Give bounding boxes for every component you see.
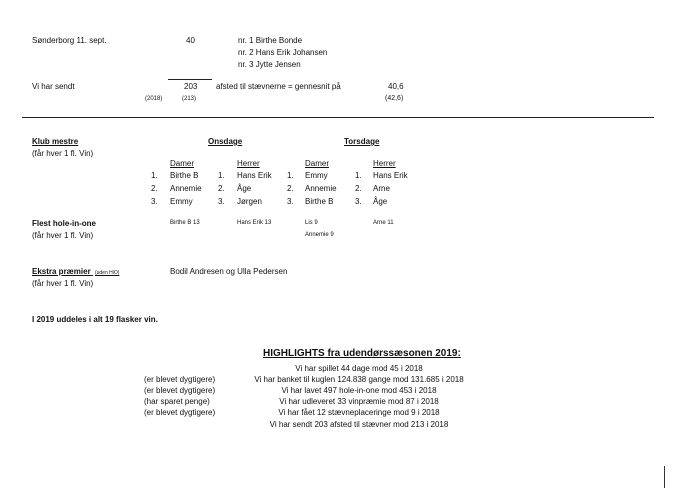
rank-number: 2.	[355, 184, 362, 193]
prev-average: (42,6)	[385, 95, 404, 102]
rank-number: 2.	[218, 184, 225, 193]
rank-number: 3.	[151, 197, 158, 206]
hio-title: Flest hole-in-one	[32, 219, 96, 228]
highlight-line-4: Vi har udleveret 33 vinpræmie mod 87 i 2018	[279, 397, 439, 406]
rank-number: 1.	[355, 171, 362, 180]
highlight-line-1: Vi har spillet 44 dage mod 45 i 2018	[295, 364, 423, 373]
hio-tor-damer-2: Annemie 9	[305, 232, 334, 238]
tor-herrer-1: Hans Erik	[373, 171, 408, 180]
club-champions-title: Klub mestre	[32, 137, 79, 146]
tor-damer-1: Emmy	[305, 171, 328, 180]
hio-tor-damer: Lis 9	[305, 220, 318, 226]
sent-value: 203	[184, 82, 198, 91]
tor-damer-header: Damer	[305, 159, 330, 168]
highlight-line-2: Vi har banket til kuglen 124.838 gange mod 131.685 i 2018	[254, 375, 464, 384]
hio-sub: (får hver 1 fl. Vin)	[32, 231, 94, 240]
rank-number: 3.	[287, 197, 294, 206]
prev-year: (2018)	[145, 96, 163, 102]
onsdage-header: Onsdage	[208, 137, 243, 146]
sum-line	[168, 79, 212, 80]
hio-ons-herrer: Hans Erik 13	[237, 220, 272, 226]
highlights-title: HIGHLIGHTS fra udendørssæsonen 2019:	[263, 348, 461, 359]
winner-1: nr. 1 Birthe Bonde	[238, 36, 303, 45]
participant-count: 40	[186, 36, 195, 45]
highlight-line-6: Vi har sendt 203 afsted til stævner mod 213 i 2018	[269, 420, 449, 429]
ons-herrer-3: Jørgen	[237, 197, 262, 206]
rank-number: 3.	[355, 197, 362, 206]
rank-number: 1.	[218, 171, 225, 180]
ons-damer-header: Damer	[170, 159, 195, 168]
tor-herrer-header: Herrer	[373, 159, 396, 168]
sent-text: afsted til stævnerne = gennesnit på	[216, 82, 341, 91]
wine-note: I 2019 uddeles i alt 19 flasker vin.	[32, 315, 158, 324]
rank-number: 1.	[151, 171, 158, 180]
prev-sent: (213)	[182, 96, 197, 102]
tor-damer-3: Birthe B	[305, 197, 334, 206]
extra-prizes-note: (uden HiO)	[94, 270, 120, 276]
sent-label: Vi har sendt	[32, 82, 75, 91]
winner-2: nr. 2 Hans Erik Johansen	[238, 48, 328, 57]
club-champions-sub: (får hver 1 fl. Vin)	[32, 149, 94, 158]
highlight-note-5: (er blevet dygtigere)	[144, 408, 216, 417]
rank-number: 2.	[151, 184, 158, 193]
extra-prizes-names: Bodil Andresen og Ulla Pedersen	[170, 267, 288, 276]
ons-herrer-1: Hans Erik	[237, 171, 272, 180]
winner-3: nr. 3 Jytte Jensen	[238, 60, 301, 69]
tor-damer-2: Annemie	[305, 184, 337, 193]
rank-number: 1.	[287, 171, 294, 180]
ons-damer-3: Emmy	[170, 197, 193, 206]
highlight-line-3: Vi har lavet 497 hole-in-one mod 453 i 2018	[281, 386, 437, 395]
rank-number: 2.	[287, 184, 294, 193]
highlight-note-3: (er blevet dygtigere)	[144, 386, 216, 395]
average-value: 40,6	[388, 82, 404, 91]
tor-herrer-3: Åge	[373, 197, 388, 206]
torsdage-header: Torsdage	[344, 137, 380, 146]
place-date: Sønderborg 11. sept.	[32, 36, 107, 45]
section-divider	[22, 117, 654, 118]
extra-prizes-sub: (får hver 1 fl. Vin)	[32, 279, 94, 288]
highlight-note-4: (har sparet penge)	[144, 397, 210, 406]
ons-herrer-2: Åge	[237, 184, 252, 193]
page-edge-mark	[664, 466, 665, 488]
rank-number: 3.	[218, 197, 225, 206]
tor-herrer-2: Arne	[373, 184, 390, 193]
hio-tor-herrer: Arne 11	[373, 220, 394, 226]
extra-prizes-title: Ekstra præmier (uden HiO)	[32, 267, 120, 276]
ons-damer-2: Annemie	[170, 184, 202, 193]
hio-ons-damer: Birthe B 13	[170, 220, 200, 226]
highlight-line-5: Vi har fået 12 stævneplaceringe mod 9 i 2018	[278, 408, 440, 417]
ons-herrer-header: Herrer	[237, 159, 260, 168]
ons-damer-1: Birthe B	[170, 171, 199, 180]
highlight-note-2: (er blevet dygtigere)	[144, 375, 216, 384]
